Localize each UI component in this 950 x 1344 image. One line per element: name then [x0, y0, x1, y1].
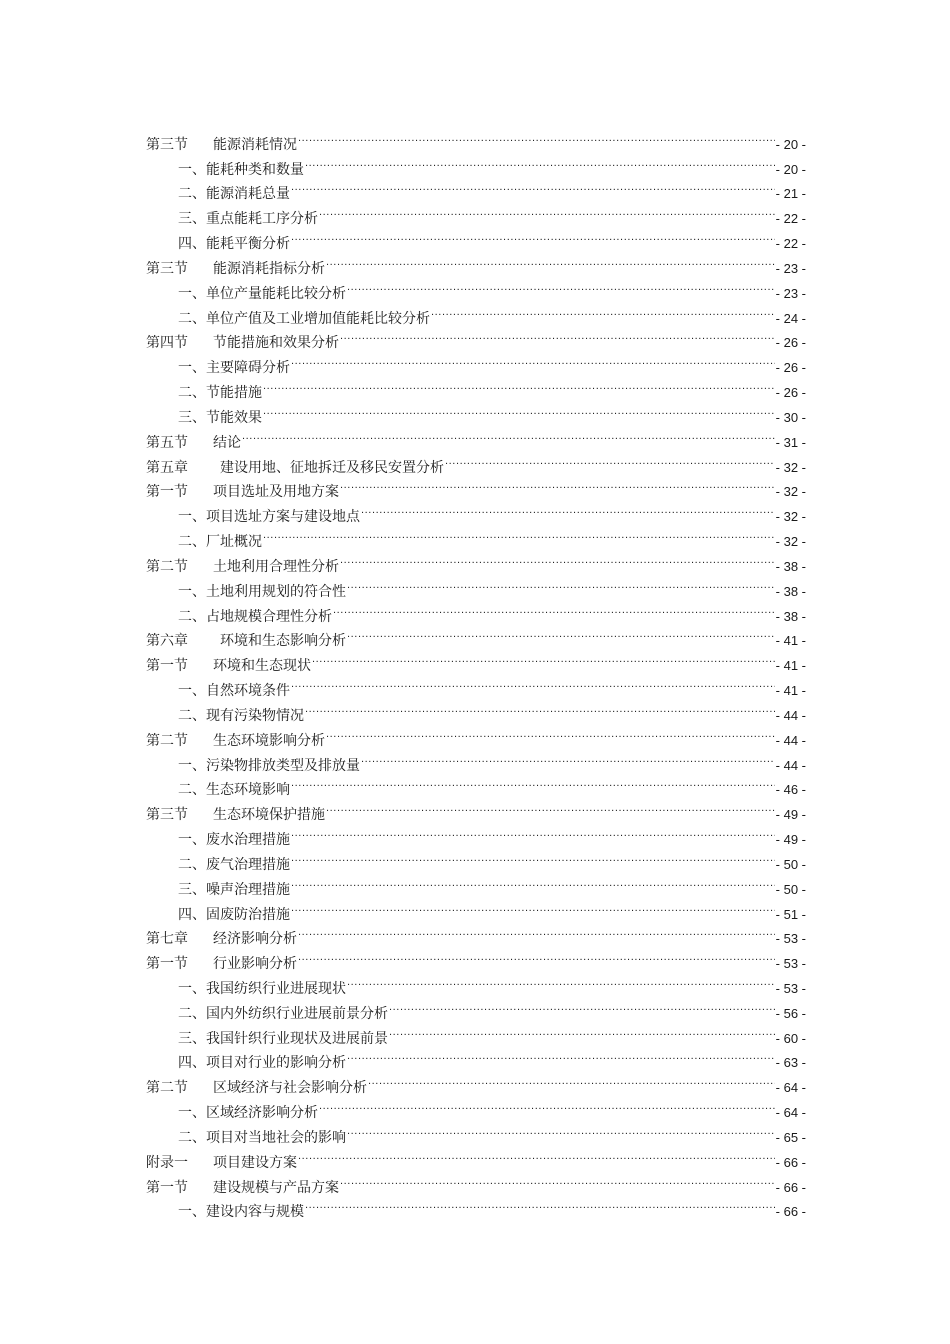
toc-dot-leader: [347, 1043, 775, 1068]
toc-entry-title: 结论: [213, 434, 241, 451]
toc-dot-leader: [347, 621, 775, 646]
toc-entry-title: 三、我国针织行业现状及进展前景: [178, 1030, 388, 1047]
toc-dot-leader: [389, 1018, 775, 1043]
toc-dot-leader: [298, 919, 775, 944]
toc-dot-leader: [340, 546, 775, 571]
toc-entry-title: 能源消耗指标分析: [213, 260, 325, 277]
toc-dot-leader: [305, 695, 775, 720]
toc-entry-page: - 64 -: [775, 1080, 806, 1096]
toc-entry-title: 节能措施和效果分析: [213, 335, 339, 352]
toc-dot-leader: [326, 720, 775, 745]
toc-entry-title: 建设用地、征地拆迁及移民安置分析: [220, 459, 444, 476]
toc-dot-leader: [340, 323, 775, 348]
toc-dot-leader: [312, 645, 775, 670]
toc-entry-page: - 50 -: [775, 856, 806, 872]
toc-entry-page: - 60 -: [775, 1030, 806, 1046]
toc-dot-leader: [326, 248, 775, 273]
toc-dot-leader: [389, 993, 775, 1018]
toc-entry-number: 第一节: [146, 484, 188, 501]
toc-entry-title: 三、重点能耗工序分析: [178, 211, 318, 228]
toc-entry-page: - 31 -: [775, 434, 806, 450]
toc-dot-leader: [347, 968, 775, 993]
toc-dot-leader: [340, 1167, 775, 1192]
toc-entry-number: 第三节: [146, 136, 188, 153]
toc-entry[interactable]: [146, 124, 806, 153]
toc-entry-page: - 49 -: [775, 807, 806, 823]
toc-dot-leader: [291, 770, 775, 795]
toc-entry-title: 四、固废防治措施: [178, 906, 290, 923]
toc-entry-page: - 38 -: [775, 583, 806, 599]
toc-dot-leader: [291, 819, 775, 844]
toc-entry-page: - 44 -: [775, 732, 806, 748]
toc-entry-title: 区域经济与社会影响分析: [213, 1080, 367, 1097]
toc-entry-page: - 56 -: [775, 1005, 806, 1021]
toc-dot-leader: [333, 596, 775, 621]
toc-dot-leader: [263, 372, 775, 397]
toc-dot-leader: [298, 124, 775, 149]
toc-dot-leader: [347, 1117, 775, 1142]
toc-dot-leader: [361, 496, 775, 521]
toc-entry-page: - 21 -: [775, 186, 806, 202]
toc-dot-leader: [242, 422, 775, 447]
toc-entry-title: 二、项目对当地社会的影响: [178, 1129, 346, 1146]
toc-dot-leader: [361, 745, 775, 770]
toc-entry-page: - 44 -: [775, 757, 806, 773]
toc-entry-page: - 20 -: [775, 161, 806, 177]
toc-entry-number: 第六章: [146, 633, 188, 650]
toc-entry-number: 附录一: [146, 1154, 188, 1171]
toc-entry-number: 第二节: [146, 732, 188, 749]
toc-entry-title: 二、废气治理措施: [178, 856, 290, 873]
toc-entry-title: 建设规模与产品方案: [213, 1179, 339, 1196]
toc-entry-title: 二、占地规模合理性分析: [178, 608, 332, 625]
toc-entry-page: - 66 -: [775, 1179, 806, 1195]
toc-entry[interactable]: [146, 447, 806, 476]
toc-entry-title: 项目建设方案: [213, 1154, 297, 1171]
toc-entry-page: - 46 -: [775, 782, 806, 798]
toc-entry-page: - 32 -: [775, 484, 806, 500]
toc-entry[interactable]: [146, 422, 806, 451]
toc-entry-title: 二、节能措施: [178, 385, 262, 402]
toc-entry-page: - 30 -: [775, 409, 806, 425]
toc-dot-leader: [291, 844, 775, 869]
toc-entry-title: 一、项目选址方案与建设地点: [178, 509, 360, 526]
toc-dot-leader: [263, 397, 775, 422]
toc-entry-page: - 51 -: [775, 906, 806, 922]
toc-dot-leader: [445, 447, 775, 472]
toc-entry-page: - 65 -: [775, 1129, 806, 1145]
toc-entry-page: - 23 -: [775, 285, 806, 301]
toc-dot-leader: [431, 298, 775, 323]
toc-entry-number: 第五章: [146, 459, 188, 476]
toc-entry-page: - 32 -: [775, 459, 806, 475]
toc-entry-title: 四、项目对行业的影响分析: [178, 1055, 346, 1072]
toc-entry-title: 生态环境影响分析: [213, 732, 325, 749]
toc-entry-page: - 44 -: [775, 707, 806, 723]
toc-dot-leader: [347, 571, 775, 596]
toc-entry-title: 经济影响分析: [213, 931, 297, 948]
toc-entry-page: - 49 -: [775, 832, 806, 848]
toc-entry-title: 一、建设内容与规模: [178, 1204, 304, 1221]
toc-dot-leader: [319, 198, 775, 223]
toc-entry-title: 生态环境保护措施: [213, 807, 325, 824]
toc-entry-page: - 24 -: [775, 310, 806, 326]
toc-entry-title: 一、废水治理措施: [178, 832, 290, 849]
toc-dot-leader: [298, 1142, 775, 1167]
toc-entry-number: 第七章: [146, 931, 188, 948]
toc-dot-leader: [326, 794, 775, 819]
toc-entry-title: 二、能源消耗总量: [178, 186, 290, 203]
toc-entry-title: 二、单位产值及工业增加值能耗比较分析: [178, 310, 430, 327]
toc-entry-page: - 26 -: [775, 335, 806, 351]
toc-entry-number: 第五节: [146, 434, 188, 451]
toc-dot-leader: [291, 670, 775, 695]
toc-entry-title: 环境和生态影响分析: [220, 633, 346, 650]
toc-entry-page: - 53 -: [775, 956, 806, 972]
toc-entry-page: - 53 -: [775, 980, 806, 996]
toc-dot-leader: [291, 223, 775, 248]
toc-entry-number: 第三节: [146, 260, 188, 277]
toc-dot-leader: [305, 1192, 775, 1217]
toc-entry-title: 一、区域经济影响分析: [178, 1105, 318, 1122]
toc-dot-leader: [263, 521, 775, 546]
toc-entry-title: 二、国内外纺织行业进展前景分析: [178, 1005, 388, 1022]
toc-dot-leader: [305, 149, 775, 174]
toc-entry-page: - 38 -: [775, 608, 806, 624]
toc-entry-title: 三、节能效果: [178, 409, 262, 426]
toc-entry-title: 一、土地利用规划的符合性: [178, 583, 346, 600]
toc-entry-page: - 64 -: [775, 1105, 806, 1121]
toc-entry-page: - 41 -: [775, 633, 806, 649]
toc-entry-page: - 38 -: [775, 558, 806, 574]
toc-entry-title: 一、我国纺织行业进展现状: [178, 980, 346, 997]
toc-entry-title: 三、噪声治理措施: [178, 881, 290, 898]
toc-entry-page: - 26 -: [775, 385, 806, 401]
toc-entry-title: 行业影响分析: [213, 956, 297, 973]
toc-entry-title: 二、厂址概况: [178, 534, 262, 551]
toc-dot-leader: [368, 1067, 775, 1092]
toc-entry-number: 第二节: [146, 1080, 188, 1097]
toc-entry-page: - 66 -: [775, 1204, 806, 1220]
toc-entry-title: 项目选址及用地方案: [213, 484, 339, 501]
toc-dot-leader: [298, 943, 775, 968]
toc-entry-number: 第一节: [146, 658, 188, 675]
toc-entry-page: - 23 -: [775, 260, 806, 276]
toc-entry-page: - 63 -: [775, 1055, 806, 1071]
toc-entry-page: - 26 -: [775, 360, 806, 376]
toc-entry-number: 第一节: [146, 1179, 188, 1196]
toc-entry-page: - 32 -: [775, 534, 806, 550]
toc-dot-leader: [319, 1092, 775, 1117]
toc-entry-page: - 20 -: [775, 136, 806, 152]
toc-dot-leader: [291, 869, 775, 894]
toc-entry-title: 一、主要障碍分析: [178, 360, 290, 377]
toc-entry-title: 二、现有污染物情况: [178, 707, 304, 724]
toc-entry-title: 能源消耗情况: [213, 136, 297, 153]
toc-entry-page: - 41 -: [775, 683, 806, 699]
toc-entry-page: - 22 -: [775, 211, 806, 227]
toc-dot-leader: [347, 273, 775, 298]
toc-entry-number: 第三节: [146, 807, 188, 824]
toc-dot-leader: [291, 174, 775, 199]
toc-entry-page: - 32 -: [775, 509, 806, 525]
toc-entry-title: 一、污染物排放类型及排放量: [178, 757, 360, 774]
toc-entry-number: 第一节: [146, 956, 188, 973]
toc-entry-page: - 41 -: [775, 658, 806, 674]
toc-entry-number: 第四节: [146, 335, 188, 352]
toc-entry-title: 二、生态环境影响: [178, 782, 290, 799]
toc-entry-title: 一、单位产量能耗比较分析: [178, 285, 346, 302]
toc-entry-page: - 50 -: [775, 881, 806, 897]
toc-entry-number: 第二节: [146, 558, 188, 575]
toc-entry-page: - 53 -: [775, 931, 806, 947]
toc-entry-title: 土地利用合理性分析: [213, 558, 339, 575]
table-of-contents: [146, 124, 806, 1221]
toc-entry-title: 四、能耗平衡分析: [178, 236, 290, 253]
toc-entry-title: 环境和生态现状: [213, 658, 311, 675]
toc-entry-page: - 66 -: [775, 1154, 806, 1170]
toc-entry-page: - 22 -: [775, 236, 806, 252]
toc-dot-leader: [340, 472, 775, 497]
toc-entry-title: 一、能耗种类和数量: [178, 161, 304, 178]
toc-dot-leader: [291, 347, 775, 372]
toc-entry-title: 一、自然环境条件: [178, 683, 290, 700]
toc-dot-leader: [291, 894, 775, 919]
